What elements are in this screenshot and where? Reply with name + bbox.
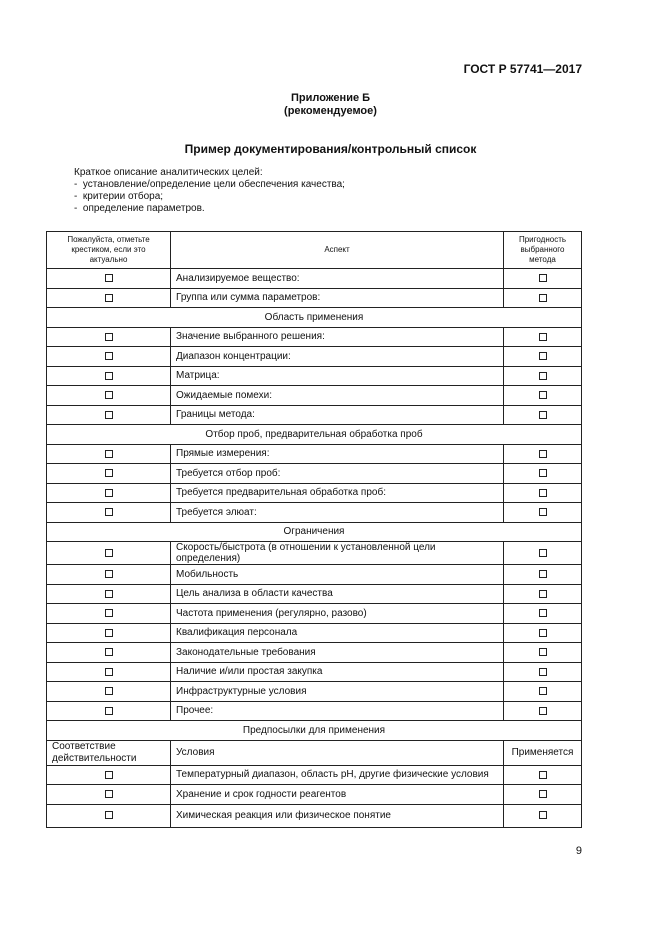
checkbox[interactable]	[539, 469, 547, 477]
checkbox[interactable]	[539, 629, 547, 637]
checkbox[interactable]	[539, 771, 547, 779]
aspect-label: Наличие и/или простая закупка	[171, 662, 504, 682]
table-row	[47, 386, 582, 406]
table-row	[47, 405, 582, 425]
checkbox[interactable]	[539, 508, 547, 516]
checkbox[interactable]	[105, 811, 113, 819]
checkbox[interactable]	[539, 790, 547, 798]
annex-title: Приложение Б	[290, 92, 371, 104]
table-row	[47, 701, 582, 721]
section-limits: Ограничения	[47, 522, 582, 542]
checkbox[interactable]	[539, 411, 547, 419]
section-row	[47, 425, 582, 445]
checkbox[interactable]	[105, 570, 113, 578]
checkbox[interactable]	[539, 549, 547, 557]
table-row	[47, 682, 582, 702]
checkbox[interactable]	[105, 790, 113, 798]
checkbox[interactable]	[105, 771, 113, 779]
table-row	[47, 765, 582, 785]
checkbox[interactable]	[539, 372, 547, 380]
intro-block	[74, 167, 345, 215]
table-row	[47, 662, 582, 682]
checkbox[interactable]	[105, 629, 113, 637]
aspect-label: Частота применения (регулярно, разово)	[171, 604, 504, 624]
table-row	[47, 327, 582, 347]
checkbox[interactable]	[539, 811, 547, 819]
table-row	[47, 804, 582, 827]
annex-status: (рекомендуемое)	[284, 105, 377, 117]
aspect-label: Группа или сумма параметров:	[171, 288, 504, 308]
aspect-label: Цель анализа в области качества	[171, 584, 504, 604]
condition-label: Хранение и срок годности реагентов	[171, 785, 504, 805]
table-row	[47, 542, 582, 565]
intro-bullet: - критерии отбора;	[74, 191, 164, 202]
table-row	[47, 565, 582, 585]
table-row	[47, 366, 582, 386]
checkbox[interactable]	[539, 668, 547, 676]
aspect-label: Требуется предварительная обработка проб:	[171, 483, 504, 503]
aspect-label: Инфраструктурные условия	[171, 682, 504, 702]
checkbox[interactable]	[539, 489, 547, 497]
checkbox[interactable]	[105, 648, 113, 656]
checkbox[interactable]	[539, 707, 547, 715]
checklist-table	[46, 231, 582, 828]
checkbox[interactable]	[539, 609, 547, 617]
aspect-label: Квалификация персонала	[171, 623, 504, 643]
table-row	[47, 584, 582, 604]
checkbox[interactable]	[105, 372, 113, 380]
checkbox[interactable]	[539, 648, 547, 656]
aspect-label: Границы метода:	[171, 405, 504, 425]
table-row	[47, 269, 582, 289]
aspect-label: Ожидаемые помехи:	[171, 386, 504, 406]
aspect-label: Матрица:	[171, 366, 504, 386]
table-row	[47, 483, 582, 503]
aspect-label: Прямые измерения:	[171, 444, 504, 464]
header-check: Пожалуйста, отметьте крестиком, если это актуально	[47, 232, 171, 269]
table-row	[47, 604, 582, 624]
checkbox[interactable]	[105, 489, 113, 497]
page-title: Пример документирования/контрольный список	[184, 142, 477, 156]
section-scope: Область применения	[47, 308, 582, 328]
checkbox[interactable]	[105, 707, 113, 715]
table-row	[47, 347, 582, 367]
checkbox[interactable]	[105, 469, 113, 477]
table-header-row	[47, 232, 582, 269]
section-row	[47, 721, 582, 741]
subheader-applies: Применяется	[504, 740, 582, 765]
checkbox[interactable]	[105, 411, 113, 419]
aspect-label: Прочее:	[171, 701, 504, 721]
checkbox[interactable]	[105, 274, 113, 282]
checkbox[interactable]	[539, 274, 547, 282]
condition-label: Температурный диапазон, область pH, другие физические условия	[171, 765, 504, 785]
checkbox[interactable]	[105, 333, 113, 341]
table-row	[47, 785, 582, 805]
aspect-label: Законодательные требования	[171, 643, 504, 663]
checkbox[interactable]	[539, 333, 547, 341]
checkbox[interactable]	[105, 687, 113, 695]
table-row	[47, 464, 582, 484]
table-row	[47, 623, 582, 643]
subheader-row	[47, 740, 582, 765]
intro-bullet: - установление/определение цели обеспечения качества;	[74, 179, 345, 190]
checkbox[interactable]	[539, 590, 547, 598]
checkbox[interactable]	[539, 450, 547, 458]
condition-label: Химическая реакция или физическое понятие	[171, 804, 504, 827]
section-row	[47, 522, 582, 542]
checkbox[interactable]	[105, 590, 113, 598]
header-suitability: Пригодность выбранного метода	[504, 232, 582, 269]
header-aspect: Аспект	[171, 232, 504, 269]
checkbox[interactable]	[105, 391, 113, 399]
checkbox[interactable]	[539, 352, 547, 360]
checkbox[interactable]	[539, 391, 547, 399]
aspect-label: Скорость/быстрота (в отношении к установленной цели определения)	[171, 542, 504, 565]
aspect-label: Диапазон концентрации:	[171, 347, 504, 367]
checkbox[interactable]	[539, 687, 547, 695]
checkbox[interactable]	[105, 668, 113, 676]
table-row	[47, 444, 582, 464]
subheader-compliance: Соответствие действительности	[47, 740, 171, 765]
table-row	[47, 643, 582, 663]
checkbox[interactable]	[539, 570, 547, 578]
aspect-label: Требуется отбор проб:	[171, 464, 504, 484]
table-row	[47, 503, 582, 523]
aspect-label: Значение выбранного решения:	[171, 327, 504, 347]
document-standard-id: ГОСТ Р 57741—2017	[463, 62, 582, 76]
checkbox[interactable]	[105, 609, 113, 617]
checkbox[interactable]	[105, 352, 113, 360]
aspect-label: Анализируемое вещество:	[171, 269, 504, 289]
table-row	[47, 288, 582, 308]
aspect-label: Требуется элюат:	[171, 503, 504, 523]
checkbox[interactable]	[105, 294, 113, 302]
subheader-conditions: Условия	[171, 740, 504, 765]
checkbox[interactable]	[105, 450, 113, 458]
section-row	[47, 308, 582, 328]
intro-lead: Краткое описание аналитических целей:	[74, 167, 263, 178]
intro-bullet: - определение параметров.	[74, 203, 205, 214]
section-sampling: Отбор проб, предварительная обработка проб	[47, 425, 582, 445]
checkbox[interactable]	[105, 549, 113, 557]
aspect-label: Мобильность	[171, 565, 504, 585]
section-prerequisites: Предпосылки для применения	[47, 721, 582, 741]
checkbox[interactable]	[539, 294, 547, 302]
annex-heading	[0, 92, 661, 118]
page-number: 9	[575, 845, 582, 857]
checkbox[interactable]	[105, 508, 113, 516]
